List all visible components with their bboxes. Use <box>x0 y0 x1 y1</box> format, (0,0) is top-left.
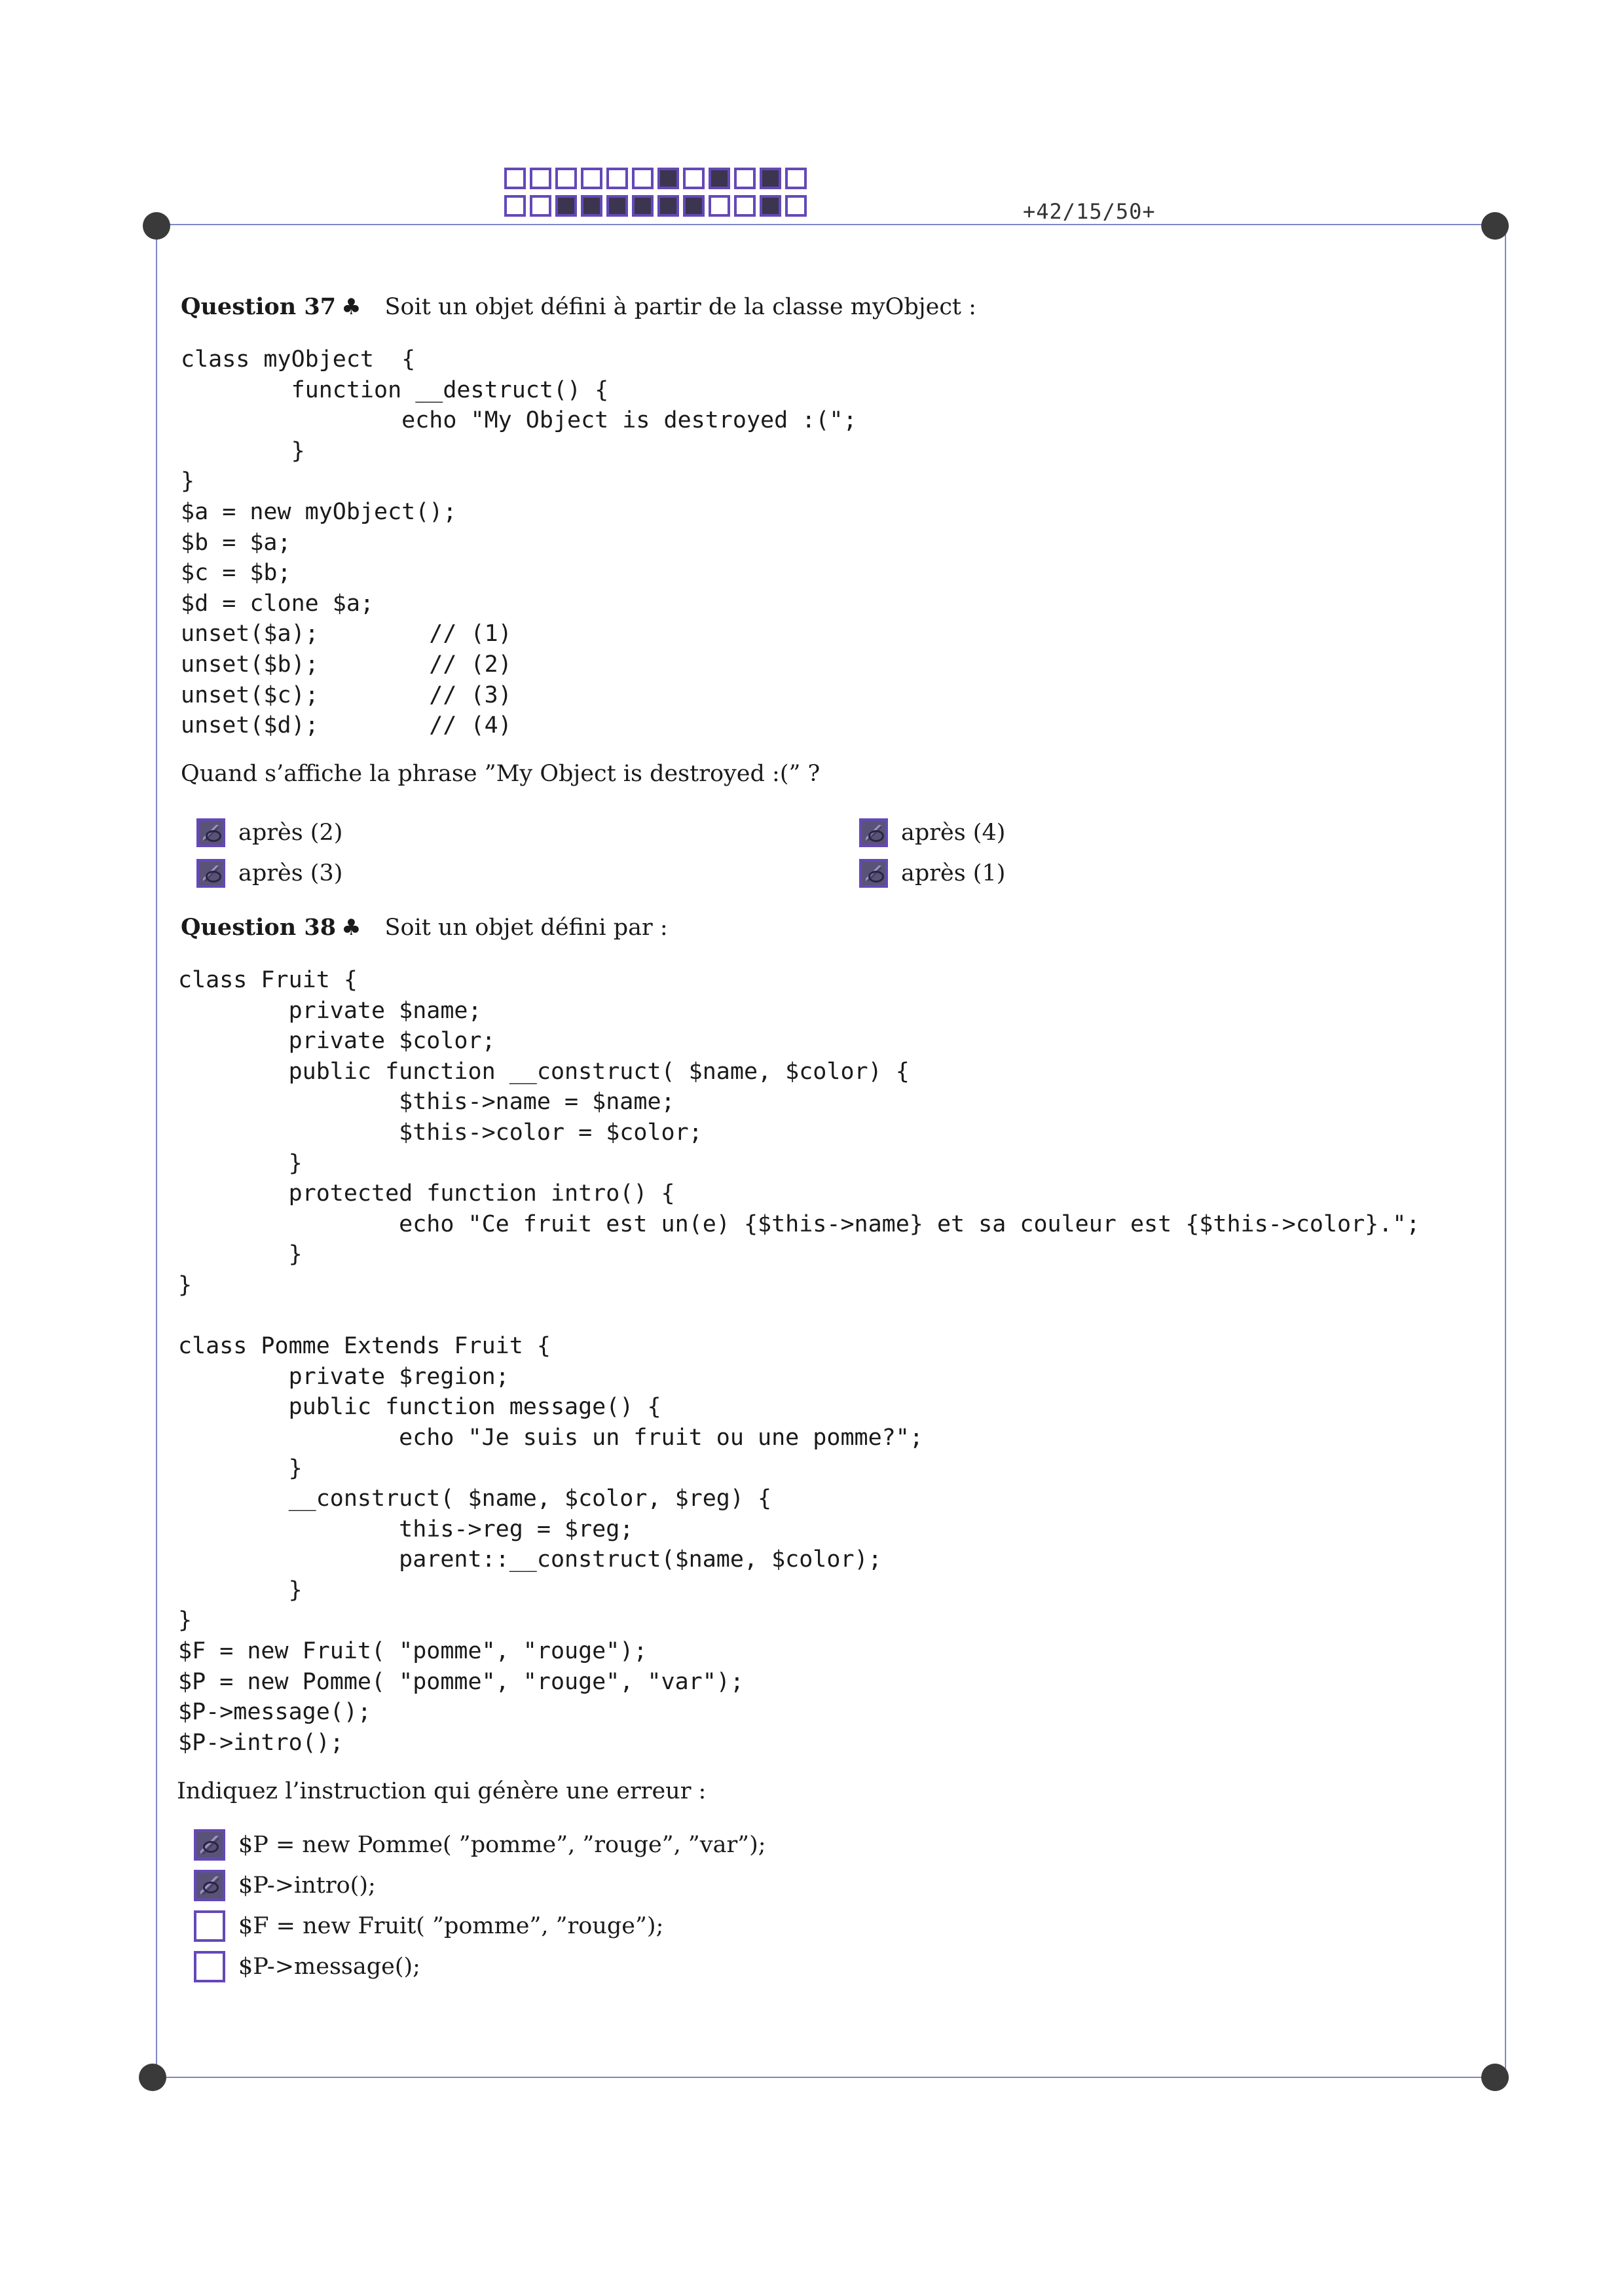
question-37-prompt: Quand s’affiche la phrase ”My Object is destroyed :(” ? <box>181 761 821 787</box>
question-37-label: Question 37 <box>181 293 337 320</box>
q37-choice-3[interactable] <box>196 859 342 888</box>
code-box <box>530 195 551 217</box>
q37-choice-4[interactable] <box>859 859 1005 888</box>
question-38-prompt: Indiquez l’instruction qui génère une erreur : <box>177 1778 707 1804</box>
choice-label: $P->message(); <box>238 1954 420 1980</box>
choice-label: après (3) <box>238 860 343 886</box>
q38-choice-4[interactable] <box>194 1951 420 1982</box>
code-box <box>657 168 679 189</box>
corner-marker-bottom-right <box>1481 2064 1509 2091</box>
checkbox-icon[interactable] <box>194 1870 225 1901</box>
choice-label: après (4) <box>901 820 1006 846</box>
q38-choice-2[interactable] <box>194 1870 376 1901</box>
corner-marker-bottom-left <box>139 2064 166 2091</box>
choice-label: $F = new Fruit( ”pomme”, ”rouge”); <box>238 1913 664 1939</box>
code-box <box>606 168 628 189</box>
question-37-text: Soit un objet défini à partir de la classe myObject : <box>384 294 976 320</box>
question-37-code: class myObject { function __destruct() { echo "My Object is destroyed :("; } } $a = new myObject(); $b = $a; $c = $b; $d = clone $a; unset($a); // (1) unset($b); // (2) unset($c); // (3) unset($d); // (4) <box>181 346 857 739</box>
choice-label: $P->intro(); <box>238 1872 376 1899</box>
code-box <box>709 195 730 217</box>
choice-label: $P = new Pomme( ”pomme”, ”rouge”, ”var”); <box>238 1832 766 1858</box>
code-box <box>632 195 654 217</box>
checkbox-icon[interactable] <box>194 1829 225 1861</box>
code-box <box>555 168 577 189</box>
code-box <box>530 168 551 189</box>
page-code-row-1 <box>504 168 807 189</box>
club-icon: ♣ <box>341 294 361 320</box>
q37-choice-2[interactable] <box>859 818 1005 847</box>
club-icon: ♣ <box>341 915 361 941</box>
corner-marker-top-left <box>143 212 170 240</box>
question-38-text: Soit un objet défini par : <box>384 915 668 941</box>
choice-label: après (2) <box>238 820 343 846</box>
q38-choice-1[interactable] <box>194 1829 766 1861</box>
code-box <box>504 195 526 217</box>
choice-label: après (1) <box>901 860 1006 886</box>
code-box <box>581 195 602 217</box>
code-box <box>709 168 730 189</box>
page-code-row-2 <box>504 195 807 217</box>
code-box <box>555 195 577 217</box>
question-38-header <box>181 914 668 941</box>
code-box <box>785 195 807 217</box>
code-box <box>785 168 807 189</box>
code-box <box>734 195 756 217</box>
code-box <box>606 195 628 217</box>
code-box <box>657 195 679 217</box>
corner-marker-top-right <box>1481 212 1509 240</box>
code-box <box>504 168 526 189</box>
checkbox-icon[interactable] <box>859 818 888 847</box>
code-box <box>734 168 756 189</box>
question-38-code: class Fruit { private $name; private $color; public function __construct( $name, $color) { $this->name = $name; $this->color = $color; } protected function intro() { echo "Ce fruit est un(e) {$this->name} et sa couleur est {$this->color}."; } } class Pomme Extends Fruit { private $region; public function message() { echo "Je suis un fruit ou une pomme?"; } __construct( $name, $color, $reg) { this->reg = $reg; parent::__construct($name, $color); } } $F = new Fruit( "pomme", "rouge"); $P = new Pomme( "pomme", "rouge", "var"); $P->message(); $P->intro(); <box>178 967 1420 1756</box>
q38-choice-3[interactable] <box>194 1910 663 1942</box>
question-38-label: Question 38 <box>181 914 337 941</box>
checkbox-icon[interactable] <box>196 818 225 847</box>
code-box <box>683 168 705 189</box>
code-box <box>760 195 781 217</box>
q37-choice-1[interactable] <box>196 818 342 847</box>
checkbox-icon[interactable] <box>194 1910 225 1942</box>
question-37-header <box>181 293 976 320</box>
code-box <box>632 168 654 189</box>
checkbox-icon[interactable] <box>196 859 225 888</box>
code-box <box>581 168 602 189</box>
page-id: +42/15/50+ <box>1023 199 1156 224</box>
code-box <box>683 195 705 217</box>
checkbox-icon[interactable] <box>194 1951 225 1982</box>
code-box <box>760 168 781 189</box>
checkbox-icon[interactable] <box>859 859 888 888</box>
